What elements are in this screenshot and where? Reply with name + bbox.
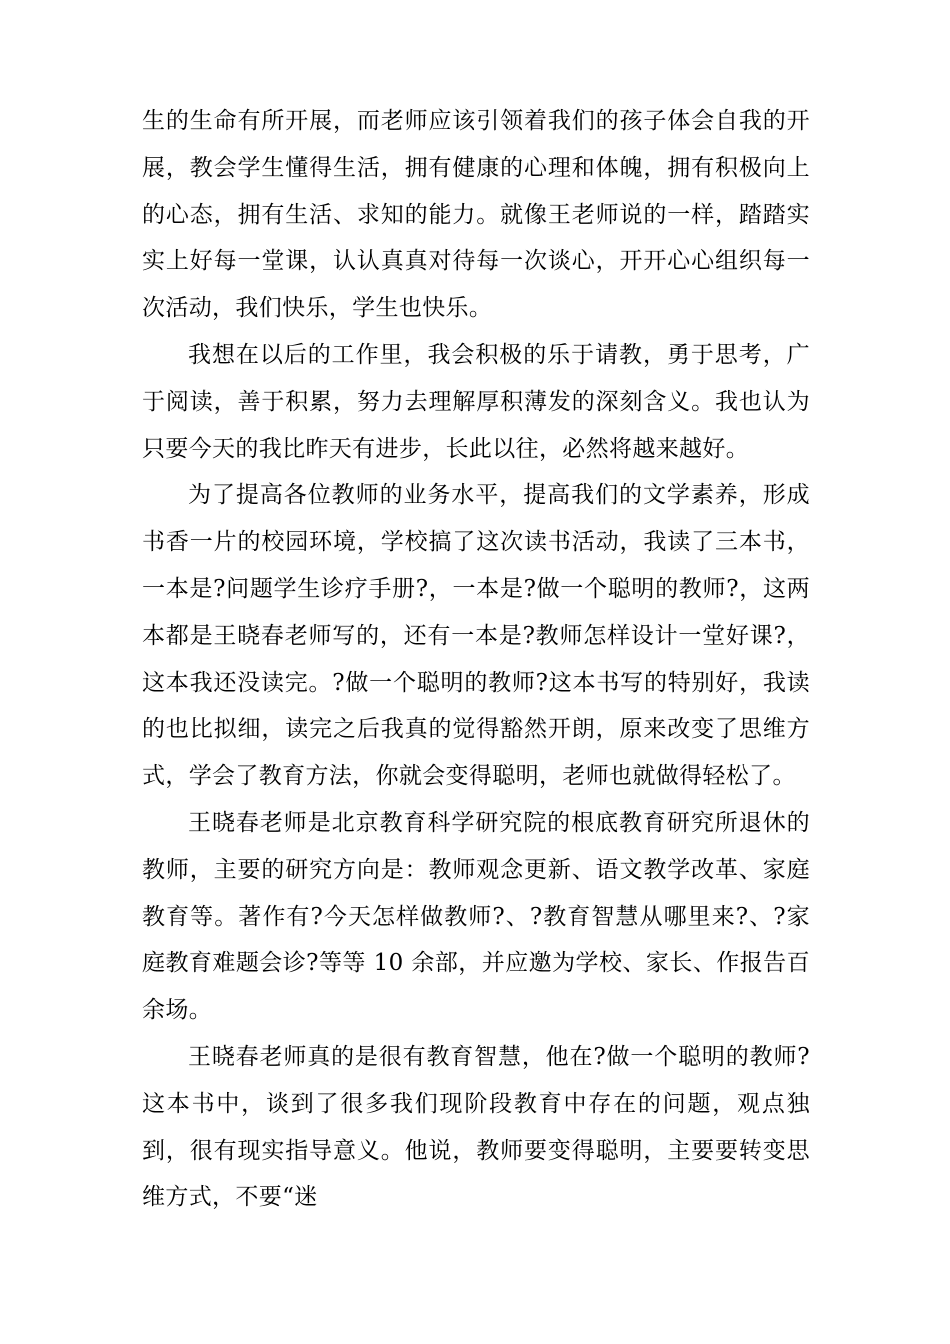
document-body [142, 98, 810, 1221]
paragraph-5: 王晓春老师真的是很有教育智慧，他在?做一个聪明的教师?这本书中，谈到了很多我们现阶段教育中存在的问题，观点独到，很有现实指导意义。他说，教师要变得聪明，主要要转变思维方式，不要“迷 [142, 1043, 810, 1211]
paragraph-3: 为了提高各位教师的业务水平，提高我们的文学素养，形成书香一片的校园环境，学校搞了这次读书活动，我读了三本书，一本是?问题学生诊疗手册?，一本是?做一个聪明的教师?，这两本都是王晓春老师写的，还有一本是?教师怎样设计一堂好课?，这本我还没读完。?做一个聪明的教师?这本书写的特别好，我读的也比拟细，读完之后我真的觉得豁然开朗，原来改变了思维方式，学会了教育方法，你就会变得聪明，老师也就做得轻松了。 [142, 482, 810, 790]
paragraph-1: 生的生命有所开展，而老师应该引领着我们的孩子体会自我的开展，教会学生懂得生活，拥有健康的心理和体魄，拥有积极向上的心态，拥有生活、求知的能力。就像王老师说的一样，踏踏实实上好每一堂课，认认真真对待每一次谈心，开开心心组织每一次活动，我们快乐，学生也快乐。 [142, 108, 810, 322]
paragraph-2: 我想在以后的工作里，我会积极的乐于请教，勇于思考，广于阅读，善于积累，努力去理解厚积薄发的深刻含义。我也认为只要今天的我比昨天有进步，长此以往，必然将越来越好。 [142, 341, 810, 462]
paragraph-4: 王晓春老师是北京教育科学研究院的根底教育研究所退休的教师，主要的研究方向是：教师观念更新、语文教学改革、家庭教育等。著作有?今天怎样做教师?、?教育智慧从哪里来?、?家庭教育难题会诊?等等 10 余部，并应邀为学校、家长、作报告百余场。 [142, 809, 810, 1024]
